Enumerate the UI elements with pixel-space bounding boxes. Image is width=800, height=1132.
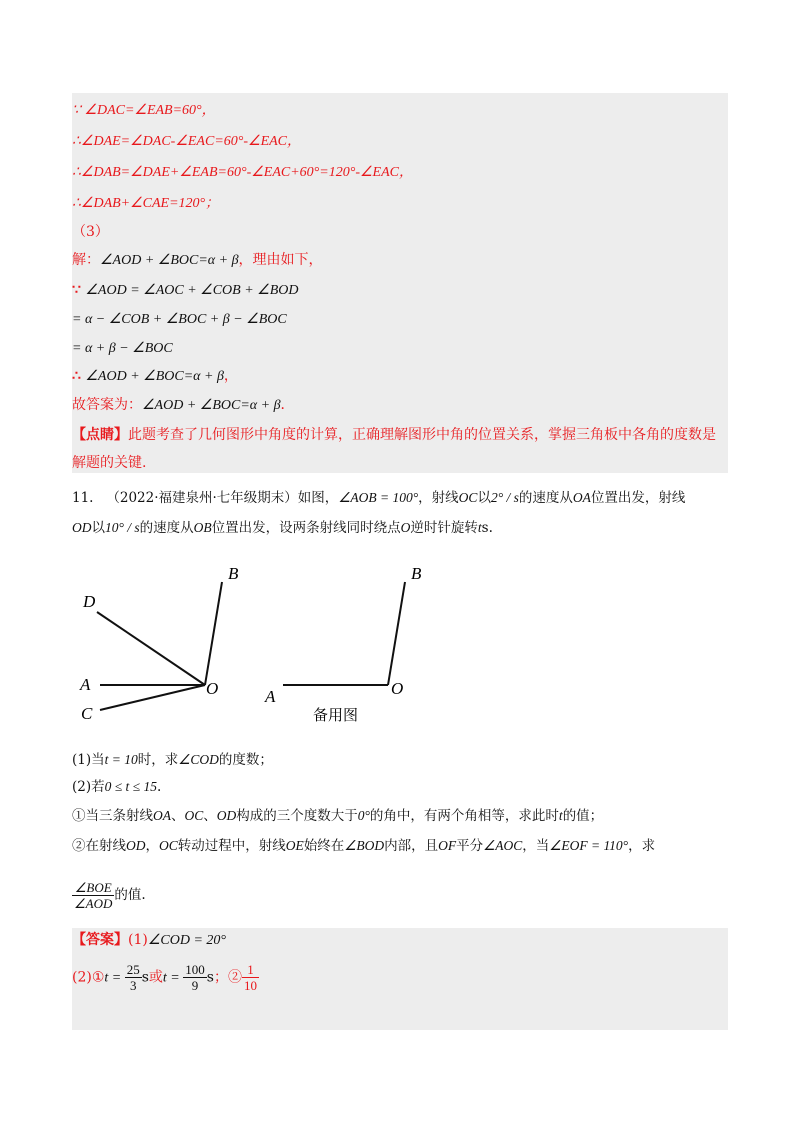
answer-fraction-2: $\frac{100}{9}$ <box>185 962 205 993</box>
part3-label: （3） <box>72 224 109 240</box>
label-a-left: A <box>80 675 91 694</box>
ray-ob <box>205 582 222 685</box>
subquestion-2: (2)若0 ≤ t ≤ 15. <box>72 779 162 795</box>
proof-step-2: = α − ∠COB + ∠BOC + β − ∠BOC <box>72 312 287 327</box>
proof-step-4: ∴ ∠AOD + ∠BOC=α + β， <box>72 368 238 384</box>
proof-step-1: ∵ ∠AOD = ∠AOC + ∠COB + ∠BOD <box>72 282 299 298</box>
label-d: D <box>83 592 96 611</box>
ratio-fraction: $\frac{\text{∠BOE}}{\text{∠AOD}}$ <box>74 880 113 911</box>
final-answer: 故答案为：∠AOD + ∠BOC=α + β． <box>72 397 295 413</box>
proof-step-3: = α + β − ∠BOC <box>72 341 173 356</box>
label-b-left: B <box>228 564 239 583</box>
label-o-right: O <box>391 679 404 698</box>
comment-line-2: 解题的关键. <box>72 455 147 471</box>
solution-line-4: ∴∠DAB+∠CAE=120°； <box>72 196 220 211</box>
subquestion-1: (1)当t = 10时，求∠COD的度数； <box>72 752 273 768</box>
geometry-figure <box>0 560 800 740</box>
ray-od <box>97 612 205 685</box>
label-o-left: O <box>206 679 219 698</box>
label-b-right: B <box>411 564 422 583</box>
ray-ob-backup <box>388 582 405 685</box>
question-line-2: OD以10° / s的速度从OB位置出发，设两条射线同时绕点O逆时针旋转ts. <box>72 520 493 536</box>
subquestion-2a: ①当三条射线OA、OC、OD构成的三个度数大于0°的角中，有两个角相等，求此时t的值； <box>72 808 604 824</box>
subquestion-2b: ②在射线OD，OC转动过程中，射线OE始终在∠BOD内部，且OF平分∠AOC，当∠EOF = 110°，求 <box>72 838 656 854</box>
ray-oc <box>100 685 205 710</box>
answer-statement: 解：∠AOD + ∠BOC=α + β，理由如下， <box>72 252 323 268</box>
solution-line-1: ∵ ∠DAC=∠EAB=60°， <box>72 103 216 118</box>
answer-line-1: 【答案】(1)∠COD = 20° <box>72 932 226 948</box>
figure-caption: 备用图 <box>313 706 359 724</box>
label-c: C <box>81 704 93 723</box>
label-a-right: A <box>265 687 276 706</box>
answer-fraction-3: $\frac{1}{10}$ <box>243 962 257 993</box>
answer-line-2: (2)①t = $\frac{25}{3}$ s或t = $\frac{100}{9}$ s；② $\frac{1}{10}$ <box>72 962 257 993</box>
answer-fraction-1: $\frac{25}{3}$ <box>126 962 140 993</box>
solution-line-2: ∴∠DAE=∠DAC-∠EAC=60°-∠EAC， <box>72 134 302 149</box>
subquestion-2b-fraction: $\frac{\text{∠BOE}}{\text{∠AOD}}$ 的值. <box>74 880 146 911</box>
question-line-1: 11. （2022·福建泉州·七年级期末）如图，∠AOB = 100°，射线OC以2° / s的速度从OA位置出发，射线 <box>72 490 686 506</box>
comment-line-1: 【点睛】此题考查了几何图形中角度的计算，正确理解图形中角的位置关系，掌握三角板中各角的度数是 <box>72 427 716 443</box>
solution-line-3: ∴∠DAB=∠DAE+∠EAB=60°-∠EAC+60°=120°-∠EAC， <box>72 165 413 180</box>
